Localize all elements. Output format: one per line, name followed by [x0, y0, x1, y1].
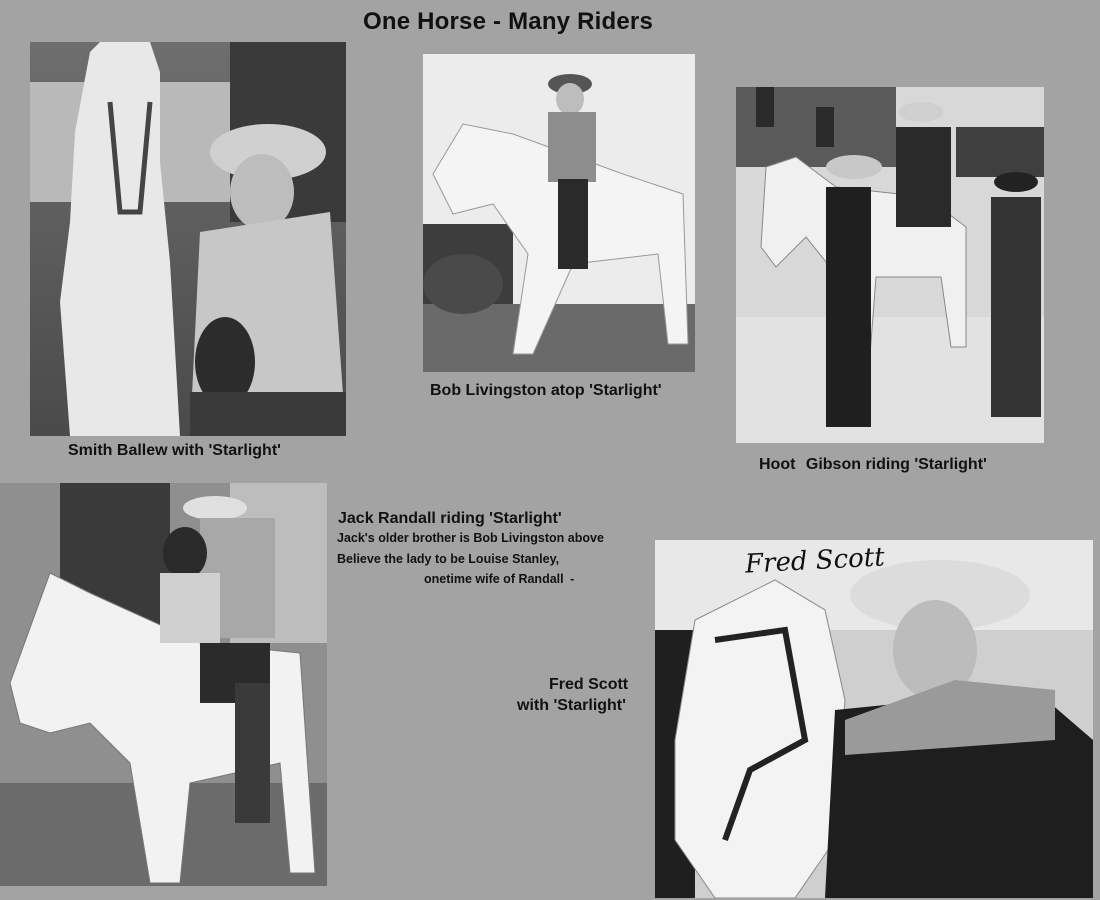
caption-jack-randall: Jack Randall riding 'Starlight': [338, 510, 562, 527]
caption-fred-scott-line-1: Fred Scott: [549, 676, 629, 693]
photo-bob-livingston: [423, 54, 695, 372]
photo-couple-horse-icon: [0, 483, 327, 886]
caption-smith-ballew: Smith Ballew with 'Starlight': [68, 442, 281, 459]
autograph-signature: Fred Scott: [744, 542, 886, 580]
caption-fred-scott-line-2: with 'Starlight': [517, 697, 626, 714]
caption-hoot-gibson: [759, 456, 987, 474]
photo-jack-randall: [0, 483, 327, 886]
photo-western-street-icon: [736, 87, 1044, 443]
photo-rider-horse-icon: [423, 54, 695, 372]
caption-hoot-gibson-part2: Gibson riding 'Starlight': [805, 456, 987, 473]
photo-hoot-gibson: [736, 87, 1044, 443]
note-line-3-text: onetime wife of Randall: [424, 572, 564, 586]
caption-hoot-gibson-part1: Hoot: [759, 456, 796, 473]
note-line-3-mark: -: [570, 572, 575, 586]
caption-bob-livingston: Bob Livingston atop 'Starlight': [430, 382, 662, 399]
note-line-2a: Believe the lady to be Louise: [337, 552, 509, 566]
note-line-1: Jack's older brother is Bob Livingston above: [337, 531, 604, 545]
photo-fred-scott: [655, 540, 1093, 898]
photo-cowboy-horse-icon: [655, 540, 1093, 898]
photo-smith-ballew: [30, 42, 346, 436]
page-title: One Horse - Many Riders: [362, 8, 653, 35]
note-line-2: [337, 552, 559, 566]
photo-horse-guitar-icon: [30, 42, 346, 436]
note-line-2b: Stanley,: [512, 552, 560, 566]
note-line-3: [424, 572, 574, 586]
